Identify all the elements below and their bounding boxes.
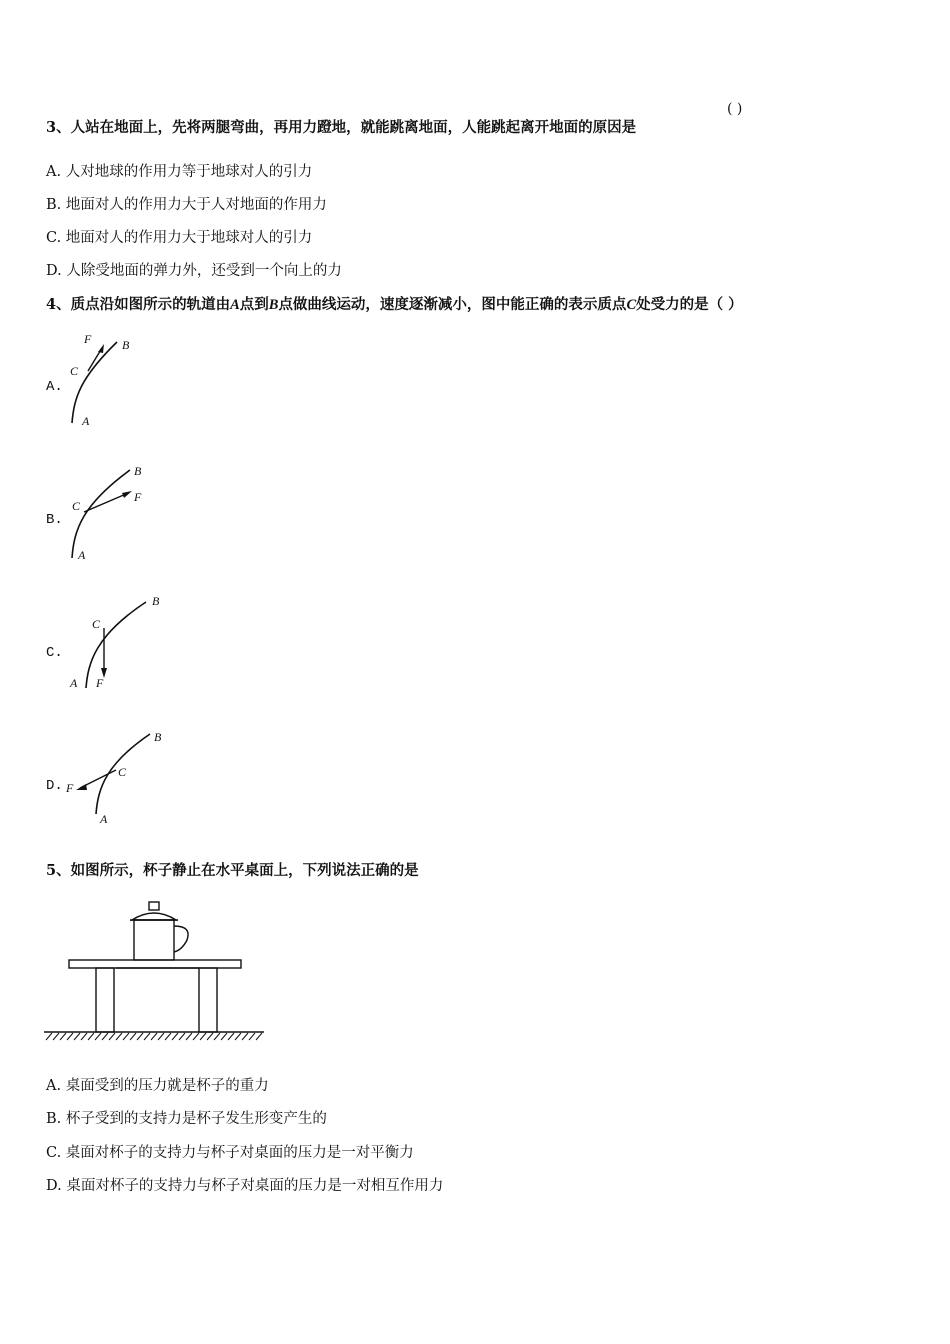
- q4-stem: [46, 293, 743, 314]
- q4-figure-d: [62, 726, 172, 835]
- q4b-letter-a: A: [78, 548, 86, 562]
- q4-figure-c: [62, 590, 172, 704]
- q5-cup-table-figure: [44, 898, 269, 1052]
- q4c-letter-f: F: [96, 676, 104, 690]
- q4a-letter-c: C: [70, 364, 79, 378]
- q3-option-b: B. 地面对人的作用力大于人对地面的作用力: [46, 197, 327, 213]
- q4-option-a-label: A.: [46, 379, 63, 395]
- q4d-letter-c: C: [118, 765, 127, 779]
- q4-option-c-label: C.: [46, 645, 63, 661]
- q4d-letter-b: B: [154, 730, 162, 744]
- q4-stem-part1: 4、质点沿如图所示的轨道由: [46, 296, 231, 313]
- q5-stem: 5、如图所示，杯子静止在水平桌面上，下列说法正确的是: [46, 862, 419, 879]
- q4b-letter-c: C: [72, 499, 81, 513]
- q4c-letter-c: C: [92, 617, 101, 631]
- q4-point-c: C: [626, 297, 637, 313]
- q4-point-a: A: [230, 297, 240, 313]
- q4c-letter-b: B: [152, 594, 160, 608]
- q4-stem-part3: 点做曲线运动，速度逐渐减小，图中能正确的表示质点: [278, 296, 627, 313]
- q4a-letter-f: F: [84, 332, 92, 346]
- q4d-letter-f: F: [66, 781, 74, 795]
- q5-option-b: B. 杯子受到的支持力是杯子发生形变产生的: [46, 1111, 327, 1127]
- q4-figure-a: [62, 328, 152, 437]
- q4-option-d-label: D.: [46, 778, 63, 794]
- q3-answer-paren: ( ): [727, 101, 743, 117]
- q3-option-c: C. 地面对人的作用力大于地球对人的引力: [46, 230, 313, 246]
- q3-option-d: D. 人除受地面的弹力外，还受到一个向上的力: [46, 263, 342, 279]
- q4a-letter-a: A: [82, 414, 90, 428]
- q5-option-c: C. 桌面对杯子的支持力与杯子对桌面的压力是一对平衡力: [46, 1145, 414, 1161]
- q5-option-a: A. 桌面受到的压力就是杯子的重力: [46, 1078, 269, 1094]
- q5-option-d: D. 桌面对杯子的支持力与杯子对桌面的压力是一对相互作用力: [46, 1178, 444, 1194]
- q4-option-b-label: B.: [46, 512, 63, 528]
- q4d-letter-a: A: [100, 812, 108, 826]
- q4-stem-part4: 处受力的是（ ）: [636, 296, 743, 313]
- q4c-letter-a: A: [70, 676, 78, 690]
- q3-stem: 3、人站在地面上，先将两腿弯曲，再用力蹬地，就能跳离地面，人能跳起离开地面的原因是: [46, 119, 637, 136]
- q4b-letter-b: B: [134, 464, 142, 478]
- q4-figure-b: [62, 460, 162, 569]
- q3-option-a: A. 人对地球的作用力等于地球对人的引力: [46, 164, 313, 180]
- q4-stem-part2: 点到: [239, 296, 269, 313]
- q4b-letter-f: F: [134, 490, 142, 504]
- q4a-letter-b: B: [122, 338, 130, 352]
- q4-point-b: B: [268, 297, 279, 313]
